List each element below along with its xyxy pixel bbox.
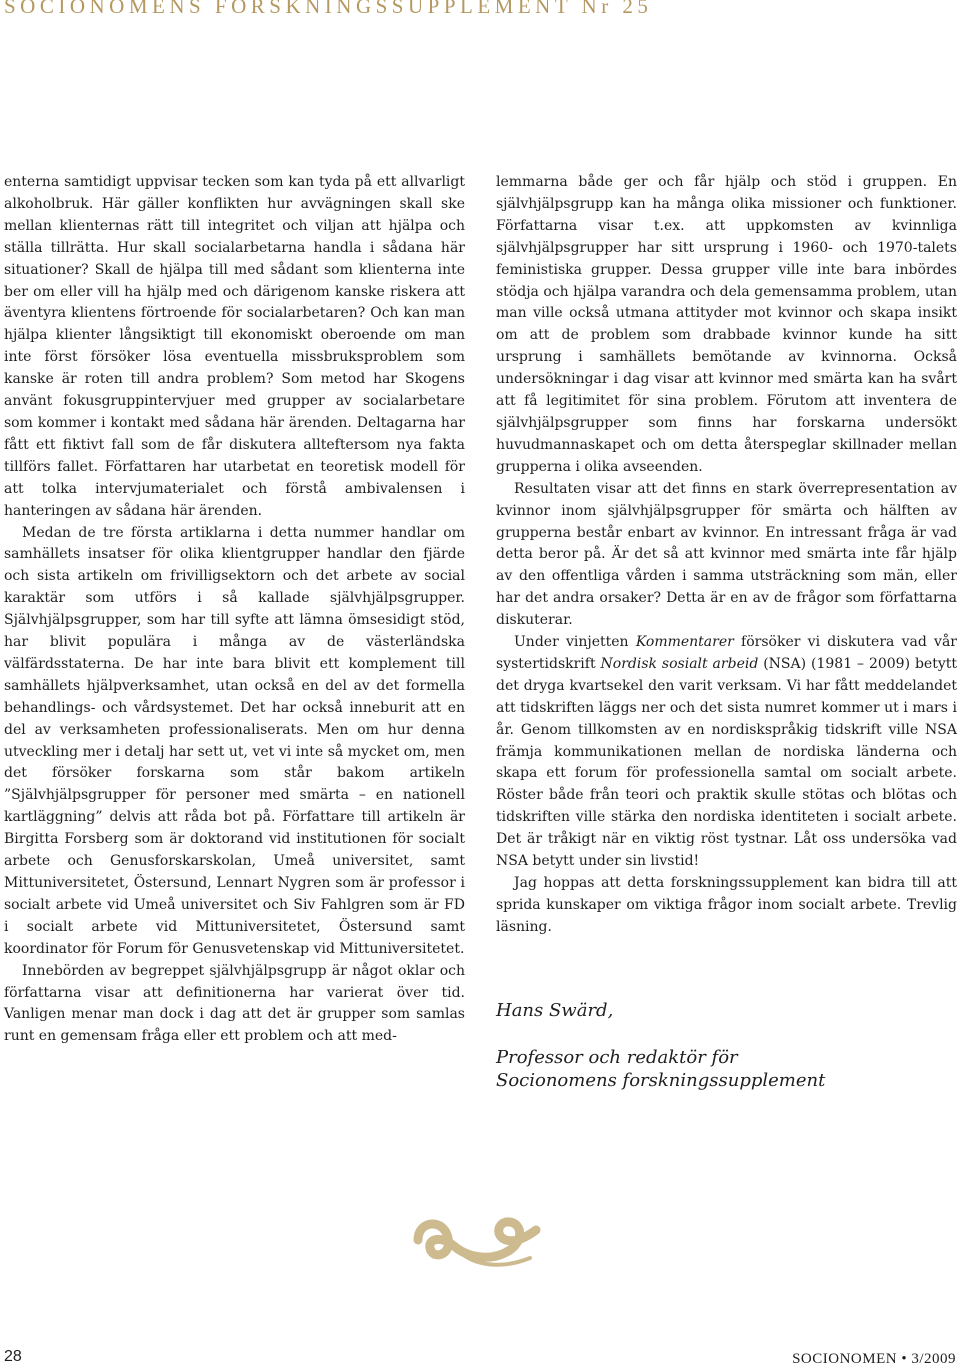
- left-paragraph-3: Innebörden av begreppet självhjälpsgrupp är något oklar och författarna visar att definitionerna har varierat över tid. Vanligen menar man dock i dag att det är grupper som samlas runt en gemensam fråga eller ett problem och att med-: [4, 962, 465, 1045]
- signature-title-line-2: Socionomens forskningssupplement: [496, 1070, 826, 1091]
- right-column: [496, 172, 957, 939]
- left-paragraph-1: enterna samtidigt uppvisar tecken som kan tyda på ett allvarligt alkoholbruk. Här gäller konflikten hur avvägningen skall ske mellan klienternas rätt till integritet och viljan att hjälpa och ställa tillrätta. Hur skall socialarbetarna handla i sådana här situationer? Skall de hjälpa till med sådant som klienterna inte ber om eller vill ha hjälp med och därigenom kanske riskera att äventyra klientens förtroende för socialarbetaren? Och kan man hjälpa klienter långsiktigt till ekonomiskt oberoende om man inte först försöker lösa eventuella missbruksproblem som kanske är roten till andra problem? Som metod har Skogens använt fokusgruppintervjuer med grupper av socialarbetare som kommer i kontakt med sådana här ärenden. Deltagarna har fått ett fiktivt fall som de får diskutera allteftersom nya fakta tillförs fallet. Författaren har utarbetat en teoretisk modell för att tolka intervjumaterialet och förstå ambivalensen i hanteringen av sådana här ärenden.: [4, 174, 465, 519]
- right-paragraph-2: Resultaten visar att det finns en stark överrepresentation av kvinnor inom självhjälpsgrupper för smärta och hälften av grupperna består enbart av kvinnor. En intressant fråga är vad detta beror på. Är det så att kvinnor med smärta inte får hjälp av den offentliga vården i samma utsträckning som män, eller har det andra orsaker? Detta är en av de frågor som författarna diskuterar.: [496, 480, 957, 629]
- right-paragraph-1: lemmarna både ger och får hjälp och stöd i gruppen. En självhjälpsgrupp kan ha många olika missioner och funktioner. Författarna visar t.ex. att uppkomsten av kvinnliga självhjälpsgrupper har sitt ursprung i 1960- och 1970-talets feministiska grupper. Dessa grupper ville inte bara inbördes stödja och hjälpa varandra och dela gemensamma problem, utan man ville också utmana attityder mot kvinnor och skapa insikt om att de problem som drabbade kvinnor kunde ha sitt ursprung i samhällets bemötande av kvinnorna. Också undersökningar i dag visar att kvinnor med smärta kan ha svårt att få legitimitet för sina problem. Förutom att inventera de självhjälpsgrupper som finns har forskarna undersökt huvudmannaskapet och om detta återspeglar skillnader mellan grupperna i olika avseenden.: [496, 174, 957, 475]
- left-paragraph-2: Medan de tre första artiklarna i detta nummer handlar om samhällets insatser för olika klientgrupper handlar den fjärde och sista artikeln om frivilligsektorn och det arbete av social karaktär som utförs i så kallade självhjälpsgrupper. Självhjälpsgrupper, som har till syfte att lämna ömsesidigt stöd, har blivit populära i många av de västerländska välfärdsstaterna. De har inte bara blivit ett komplement till samhällets hjälpverksamhet, utan också en del av det formella behandlings- och vårdsystemet. Det har också inneburit att en del av verksamheten professionaliserats. Men om hur denna utveckling mer i detalj har sett ut, vet vi inte så mycket om, men det försöker forskarna som står bakom artikeln ”Självhjälpsgrupper för personer med smärta – en nationell kartläggning” delvis att råda bot på. Författare till artikeln är Birgitta Forsberg som är doktorand vid institutionen för socialt arbete och Genusforskarskolan, Umeå universitet, samt Mittuniversitetet, Östersund, Lennart Nygren som är professor i socialt arbete vid Umeå universitet och Siv Fahlgren som är FD i socialt arbete vid Mittuniversitetet, Östersund samt koordinator för Forum för Genusvetenskap vid Mittuniversitetet.: [4, 524, 465, 957]
- right-paragraph-3: [496, 632, 957, 873]
- signature-title: [496, 1046, 957, 1092]
- p3-rest: (NSA) (1981 – 2009) betytt det dryga kvartsekel den varit verksam. Vi har fått meddelandet att tidskriften läggs ner och det sista numret kommer ut i mars i år. Genom tillkomsten av en nordiskspråkig tidskrift ville NSA främja kommunikationen mellan de nordiska länderna och skapa ett forum för professionella samtal om socialt arbete. Röster både från teori och praktik skulle stötas och blötas och tidskriften ville stärka den nordiska identiteten i socialt arbete. Det är tråkigt när en viktig röst tystnar. Låt oss undersöka vad NSA betytt under sin livstid!: [496, 655, 957, 870]
- ornament-path: [418, 1222, 536, 1257]
- right-paragraph-4: Jag hoppas att detta forskningssupplement kan bidra till att sprida kunskaper om viktiga frågor inom socialt arbete. Trevlig läsning.: [496, 875, 957, 935]
- ornament-flourish-icon: [410, 1210, 550, 1276]
- page-number: 28: [4, 1348, 22, 1365]
- left-column: [4, 172, 465, 1048]
- signature-title-line-1: Professor och redaktör för: [496, 1047, 738, 1068]
- signature-name: Hans Swärd,: [496, 1000, 614, 1021]
- journal-issue: SOCIONOMEN • 3/2009: [792, 1351, 956, 1367]
- journal-title: Nordisk sosialt arbeid: [600, 655, 759, 672]
- p3-mid: försöker vi diskutera vad vår systertidskrift: [496, 634, 957, 672]
- vignette-title: Kommentarer: [635, 634, 734, 651]
- p3-intro: Under vinjetten: [514, 634, 636, 651]
- running-header: SOCIONOMENS FORSKNINGSSUPPLEMENT Nr 25: [4, 0, 653, 18]
